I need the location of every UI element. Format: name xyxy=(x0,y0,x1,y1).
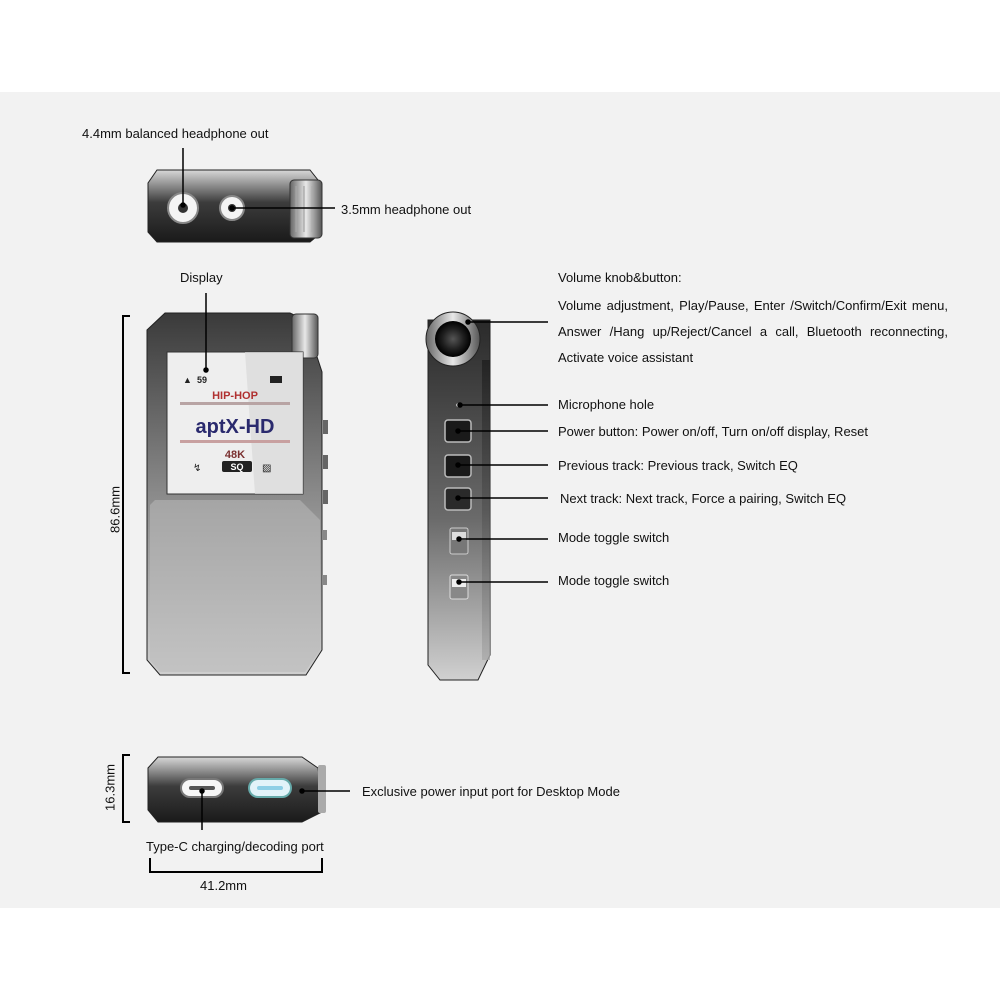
screen-genre: HIP-HOP xyxy=(212,390,258,402)
typec-port-label: Type-C charging/decoding port xyxy=(146,839,324,854)
power-button-label: Power button: Power on/off, Turn on/off display, Reset xyxy=(558,424,869,439)
thickness-dimension: 16.3mm xyxy=(102,764,118,811)
balanced-out-label: 4.4mm balanced headphone out xyxy=(82,126,269,141)
display-label: Display xyxy=(180,270,223,285)
previous-track-label: Previous track: Previous track, Switch EQ xyxy=(558,458,798,473)
bluetooth-icon: ↯ xyxy=(193,463,202,474)
bottom-view xyxy=(148,757,326,822)
height-dimension: 86.6mm xyxy=(107,486,123,533)
screen-codec: aptX-HD xyxy=(195,416,275,438)
headphone-out-label: 3.5mm headphone out xyxy=(341,202,472,217)
screen-rate: 48K xyxy=(224,449,246,461)
width-dimension: 41.2mm xyxy=(200,878,247,893)
volume-knob-description: Volume adjustment, Play/Pause, Enter /Switch/Confirm/Exit menu, Answer /Hang up/Reject/Cancel a call, Bluetooth reconnecting, Activate voice assistant xyxy=(558,298,948,365)
top-view xyxy=(148,170,322,242)
microphone-hole-label: Microphone hole xyxy=(558,397,655,412)
signal-icon: ▨ xyxy=(262,463,272,474)
screen-volume: 59 xyxy=(197,375,208,385)
svg-text:▲: ▲ xyxy=(183,375,192,385)
screen-quality: SQ xyxy=(230,462,244,472)
volume-knob-title: Volume knob&button: xyxy=(558,270,682,285)
next-track-label: Next track: Next track, Force a pairing, Switch EQ xyxy=(560,491,847,506)
power-input-label: Exclusive power input port for Desktop Mode xyxy=(362,784,620,799)
mode-toggle-label-2: Mode toggle switch xyxy=(558,573,670,588)
mode-toggle-label-1: Mode toggle switch xyxy=(558,530,670,545)
front-view xyxy=(147,313,328,675)
